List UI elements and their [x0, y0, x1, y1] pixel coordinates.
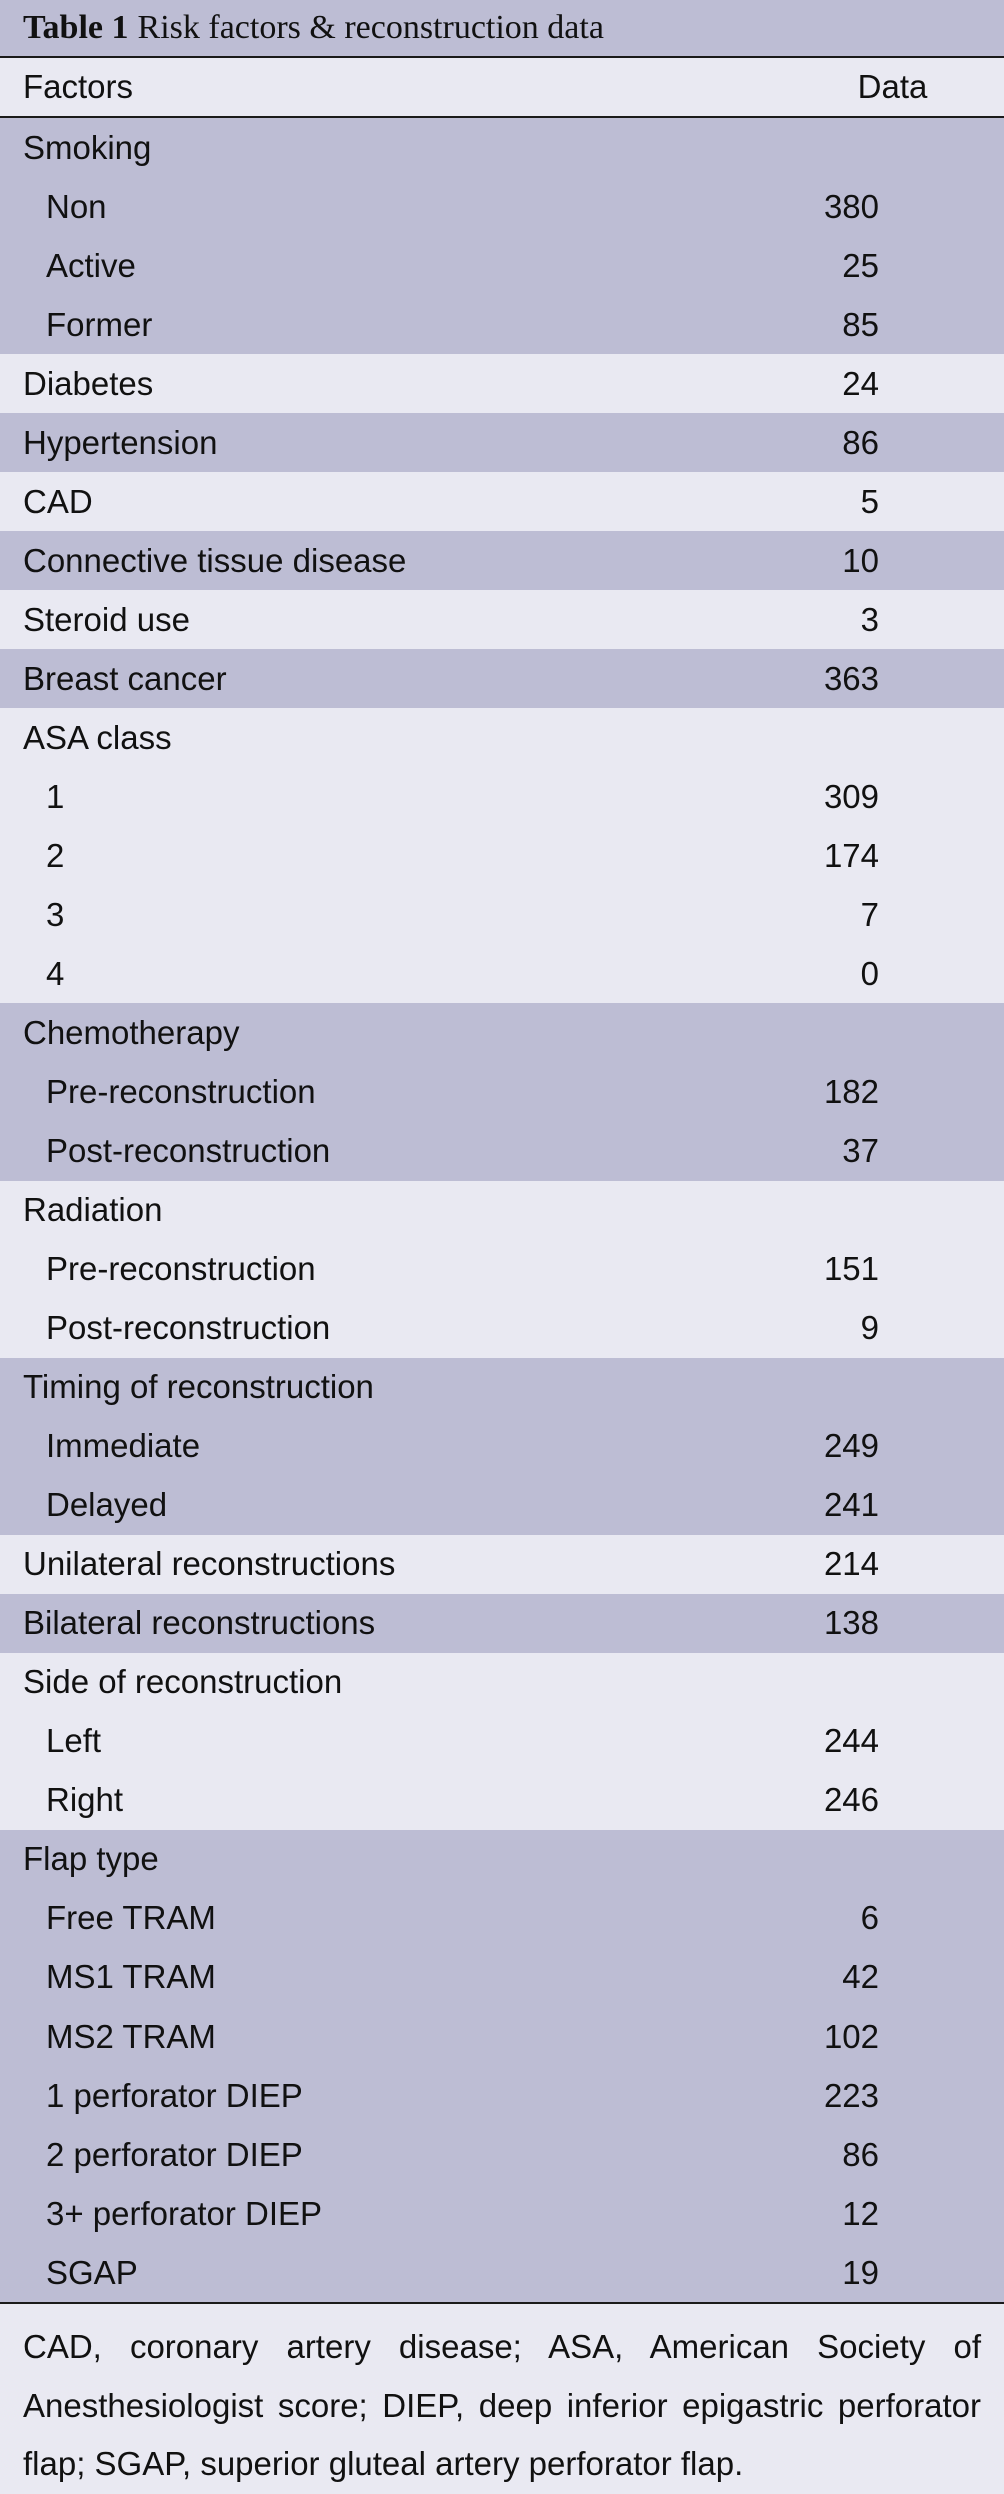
- row-factor-label: Non: [46, 187, 107, 225]
- table-number: Table 1: [23, 9, 129, 46]
- row-data-value: 363: [823, 659, 879, 697]
- row-factor-label: Pre-reconstruction: [46, 1250, 316, 1288]
- row-data-value: 37: [842, 1132, 879, 1170]
- table-row: [0, 354, 1004, 413]
- row-factor-label: ASA class: [23, 718, 172, 756]
- row-data-value: 10: [842, 541, 879, 579]
- table-row: [0, 649, 1004, 708]
- row-data-value: 151: [823, 1250, 879, 1288]
- row-data-value: 138: [823, 1604, 879, 1642]
- table-row: [0, 1653, 1004, 1712]
- row-data-value: 223: [823, 2076, 879, 2114]
- row-factor-label: Left: [46, 1722, 102, 1760]
- row-data-value: 25: [842, 246, 879, 284]
- row-factor-label: Steroid use: [23, 600, 190, 638]
- table-row: [0, 1181, 1004, 1240]
- row-factor-label: Pre-reconstruction: [46, 1073, 316, 1111]
- row-factor-label: Flap type: [23, 1840, 159, 1878]
- table-row: [0, 590, 1004, 649]
- table-row: [0, 1889, 1004, 1948]
- row-factor-label: 3: [46, 895, 65, 933]
- row-factor-label: Free TRAM: [46, 1899, 216, 1937]
- table-row: [0, 1771, 1004, 1830]
- row-data-value: 86: [842, 2135, 879, 2173]
- table-row: [0, 944, 1004, 1003]
- row-data-value: 19: [842, 2253, 879, 2291]
- row-factor-label: 1 perforator DIEP: [46, 2076, 303, 2114]
- row-factor-label: Former: [46, 305, 153, 343]
- row-factor-label: Bilateral reconstructions: [23, 1604, 376, 1642]
- table-row: [0, 413, 1004, 472]
- table-row: [0, 1476, 1004, 1535]
- row-factor-label: 2 perforator DIEP: [46, 2135, 303, 2173]
- table-row: [0, 767, 1004, 826]
- row-data-value: 0: [860, 954, 879, 992]
- table-row: [0, 1948, 1004, 2007]
- table-row: [0, 2125, 1004, 2184]
- row-factor-label: Post-reconstruction: [46, 1132, 331, 1170]
- row-factor-label: Hypertension: [23, 423, 218, 461]
- row-factor-label: Side of reconstruction: [23, 1663, 343, 1701]
- row-factor-label: MS1 TRAM: [46, 1958, 216, 1996]
- row-factor-label: SGAP: [46, 2253, 138, 2291]
- row-data-value: 244: [823, 1722, 879, 1760]
- row-factor-label: Immediate: [46, 1427, 201, 1465]
- column-header-factors: Factors: [23, 68, 134, 105]
- table-row: [0, 826, 1004, 885]
- row-factor-label: Right: [46, 1781, 124, 1819]
- row-factor-label: 1: [46, 777, 65, 815]
- table-row: [0, 472, 1004, 531]
- table-row: [0, 2243, 1004, 2302]
- row-factor-label: Radiation: [23, 1191, 163, 1229]
- row-factor-label: CAD: [23, 482, 93, 520]
- row-factor-label: Smoking: [23, 128, 152, 166]
- table-row: [0, 708, 1004, 767]
- table-row: [0, 1299, 1004, 1358]
- table-body: [0, 118, 1004, 2302]
- row-data-value: 42: [842, 1958, 879, 1996]
- row-data-value: 12: [842, 2194, 879, 2232]
- row-factor-label: Unilateral reconstructions: [23, 1545, 396, 1583]
- row-data-value: 9: [860, 1309, 879, 1347]
- table-row: [0, 2066, 1004, 2125]
- table-caption: [0, 0, 1004, 56]
- row-data-value: 7: [860, 895, 879, 933]
- row-data-value: 214: [823, 1545, 879, 1583]
- row-factor-label: Breast cancer: [23, 659, 227, 697]
- row-factor-label: 4: [46, 954, 65, 992]
- row-factor-label: Chemotherapy: [23, 1013, 240, 1051]
- table-title: Risk factors & reconstruction data: [137, 9, 604, 46]
- table-row: [0, 1712, 1004, 1771]
- table-row: [0, 531, 1004, 590]
- row-data-value: 241: [823, 1486, 879, 1524]
- row-data-value: 24: [842, 364, 879, 402]
- row-data-value: 380: [823, 187, 879, 225]
- table-row: [0, 236, 1004, 295]
- table-row: [0, 2007, 1004, 2066]
- table-row: [0, 1594, 1004, 1653]
- table-row: [0, 1535, 1004, 1594]
- table-row: [0, 118, 1004, 177]
- table-row: [0, 2184, 1004, 2243]
- table-row: [0, 1830, 1004, 1889]
- row-data-value: 182: [823, 1073, 879, 1111]
- table-row: [0, 295, 1004, 354]
- row-data-value: 5: [860, 482, 879, 520]
- row-data-value: 249: [823, 1427, 879, 1465]
- table-footnote: CAD, coronary artery disease; ASA, American Society of Anesthesiologist score; DIEP, deep inferior epigastric perforator flap; SGAP, superior gluteal artery perforator flap.: [0, 2302, 1004, 2494]
- row-factor-label: Delayed: [46, 1486, 168, 1524]
- row-factor-label: Post-reconstruction: [46, 1309, 331, 1347]
- table-row: [0, 885, 1004, 944]
- column-header-data: Data: [857, 68, 928, 105]
- table-header-row: [0, 56, 1004, 118]
- row-factor-label: Active: [46, 246, 136, 284]
- row-data-value: 85: [842, 305, 879, 343]
- table-row: [0, 177, 1004, 236]
- row-factor-label: MS2 TRAM: [46, 2017, 216, 2055]
- row-factor-label: Connective tissue disease: [23, 541, 407, 579]
- row-factor-label: Diabetes: [23, 364, 154, 402]
- row-data-value: 3: [860, 600, 879, 638]
- table-row: [0, 1417, 1004, 1476]
- table-row: [0, 1122, 1004, 1181]
- row-data-value: 246: [823, 1781, 879, 1819]
- row-factor-label: 3+ perforator DIEP: [46, 2194, 323, 2232]
- table-row: [0, 1358, 1004, 1417]
- row-factor-label: Timing of reconstruction: [23, 1368, 374, 1406]
- row-data-value: 6: [860, 1899, 879, 1937]
- row-data-value: 174: [823, 836, 879, 874]
- row-data-value: 102: [823, 2017, 879, 2055]
- table-row: [0, 1003, 1004, 1062]
- row-factor-label: 2: [46, 836, 65, 874]
- table-row: [0, 1063, 1004, 1122]
- table-row: [0, 1240, 1004, 1299]
- row-data-value: 309: [823, 777, 879, 815]
- row-data-value: 86: [842, 423, 879, 461]
